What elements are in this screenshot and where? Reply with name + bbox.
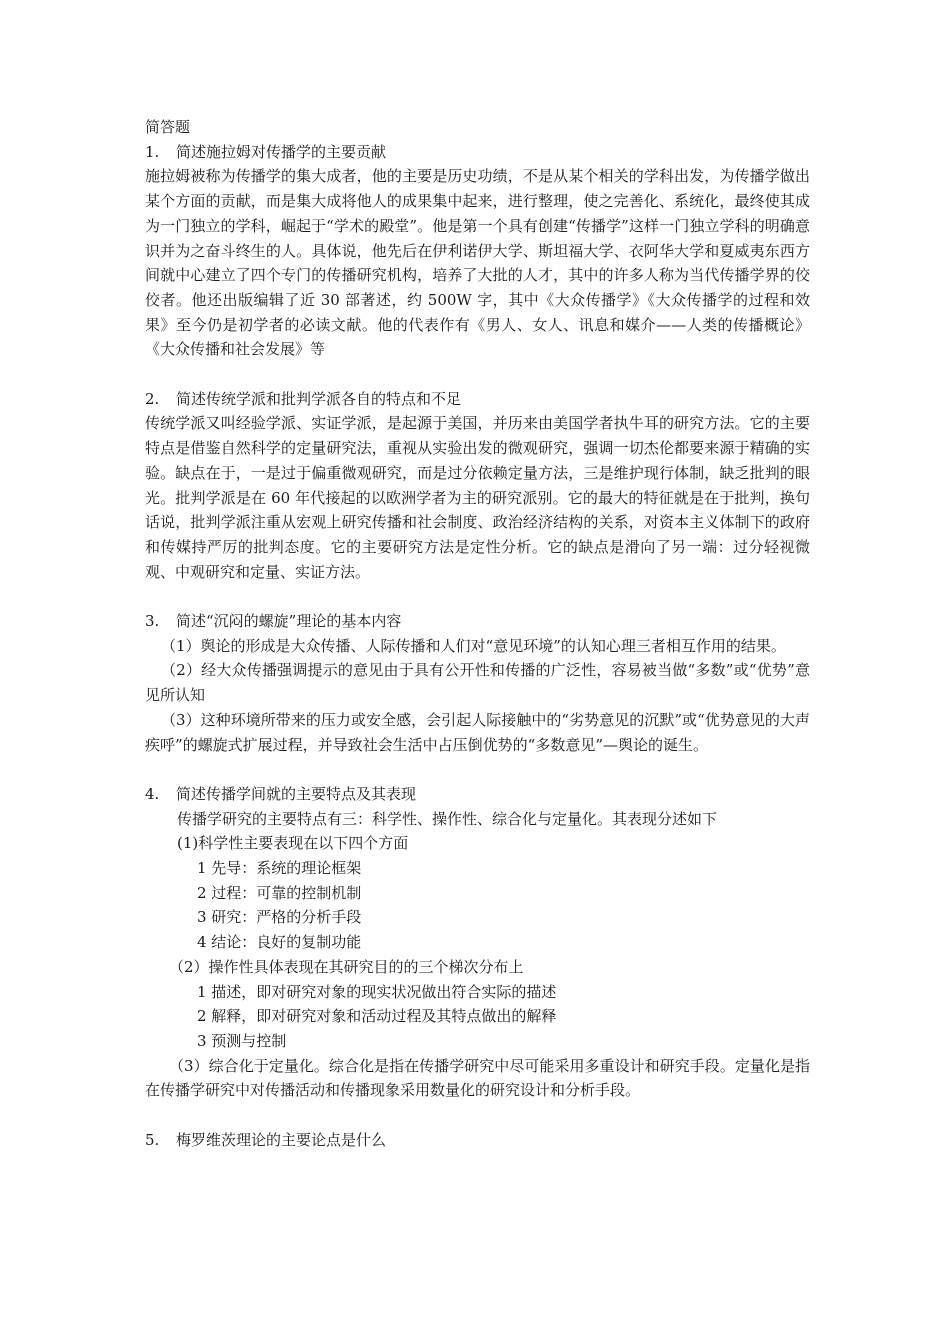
question-2-title-text: 简述传统学派和批判学派各自的特点和不足 — [176, 389, 462, 408]
question-1-title — [145, 140, 810, 165]
spacer — [145, 584, 810, 609]
question-4-title — [145, 782, 810, 807]
question-5-title-text: 梅罗维茨理论的主要论点是什么 — [176, 1130, 387, 1149]
question-3-point-2: （2）经大众传播强调提示的意见由于具有公开性和传播的广泛性，容易被当做“多数”或“优势”意见所认知 — [145, 661, 810, 705]
question-3-point-3: （3）这种环境所带来的压力或安全感，会引起人际接触中的“劣势意见的沉默”或“优势意见的大声疾呼”的螺旋式扩展过程，并导致社会生活中占压倒优势的“多数意见”—舆论的诞生。 — [145, 710, 810, 754]
question-4-sub2-item: 3 预测与控制 — [197, 1031, 287, 1050]
question-3-title-text: 简述“沉闷的螺旋”理论的基本内容 — [176, 612, 402, 631]
question-3-point-1: （1）舆论的形成是大众传播、人际传播和人们对“意见环境”的认知心理三者相互作用的结果。 — [161, 636, 786, 655]
question-4-sub2-item: 1 描述，即对研究对象的现实状况做出符合实际的描述 — [197, 982, 557, 1001]
question-4-sub2-title: （2）操作性具体表现在其研究目的的三个梯次分布上 — [169, 957, 524, 976]
question-4-sub1-item: 3 研究：严格的分析手段 — [197, 908, 362, 927]
question-5-number: 5. — [145, 1130, 160, 1149]
question-2-number: 2. — [145, 389, 160, 408]
document-page — [145, 115, 810, 1152]
question-3-number: 3. — [145, 612, 160, 631]
question-3-title — [145, 609, 810, 634]
question-5-title — [145, 1128, 810, 1153]
question-4-sub3: （3）综合化于定量化。综合化是指在传播学研究中尽可能采用多重设计和研究手段。定量化是指在传播学研究中对传播活动和传播现象采用数量化的研究设计和分析手段。 — [145, 1056, 810, 1100]
question-4-sub1-item: 1 先导：系统的理论框架 — [197, 859, 362, 878]
question-4-sub1-item: 4 结论：良好的复制功能 — [197, 933, 362, 952]
question-2-title — [145, 387, 810, 412]
section-heading: 简答题 — [145, 118, 191, 136]
question-4-number: 4. — [145, 784, 160, 803]
question-4-sub1-item: 2 过程：可靠的控制机制 — [197, 883, 362, 902]
question-1-title-text: 简述施拉姆对传播学的主要贡献 — [176, 142, 387, 161]
question-4-sub1-title: (1)科学性主要表现在以下四个方面 — [177, 834, 409, 853]
question-4-intro: 传播学研究的主要特点有三：科学性、操作性、综合化与定量化。其表现分述如下 — [177, 809, 718, 828]
question-4-title-text: 简述传播学间就的主要特点及其表现 — [176, 784, 417, 803]
question-2-answer: 传统学派又叫经验学派、实证学派，是起源于美国，并历来由美国学者执牛耳的研究方法。它的主要特点是借鉴自然科学的定量研究法，重视从实验出发的微观研究，强调一切杰伦都要来源于精确的实验。缺点在于，一是过于偏重微观研究，而是过分依赖定量方法，三是维护现行体制，缺乏批判的眼光。批判学派是在 60 年代接起的以欧洲学者为主的研究派别。它的最大的特征就是在于批判，换句话说，批判学派注重从宏观上研究传播和社会制度、政治经济结构的关系，对资本主义体制下的政府和传媒持严厉的批判态度。它的主要研究方法是定性分析。它的缺点是滑向了另一端：过分轻视微观、中观研究和定量、实证方法。 — [145, 414, 810, 581]
spacer — [145, 362, 810, 387]
question-1-answer: 施拉姆被称为传播学的集大成者，他的主要是历史功绩，不是从某个相关的学科出发，为传播学做出某个方面的贡献，而是集大成将他人的成果集中起来，进行整理，使之完善化、系统化，最终使其成为一门独立的学科，崛起于“学术的殿堂”。他是第一个具有创建“传播学”这样一门独立学科的明确意识并为之奋斗终生的人。具体说，他先后在伊利诺伊大学、斯坦福大学、衣阿华大学和夏威夷东西方间就中心建立了四个专门的传播研究机构，培养了大批的人才，其中的许多人称为当代传播学界的佼佼者。他还出版编辑了近 30 部著述，约 500W 字，其中《大众传播学》《大众传播学的过程和效果》至今仍是初学者的必读文献。他的代表作有《男人、女人、讯息和媒介——人类的传播概论》《大众传播和社会发展》等 — [145, 167, 810, 359]
spacer — [145, 1103, 810, 1128]
spacer — [145, 757, 810, 782]
question-1-number: 1. — [145, 142, 160, 161]
question-4-sub2-item: 2 解释，即对研究对象和活动过程及其特点做出的解释 — [197, 1007, 557, 1026]
